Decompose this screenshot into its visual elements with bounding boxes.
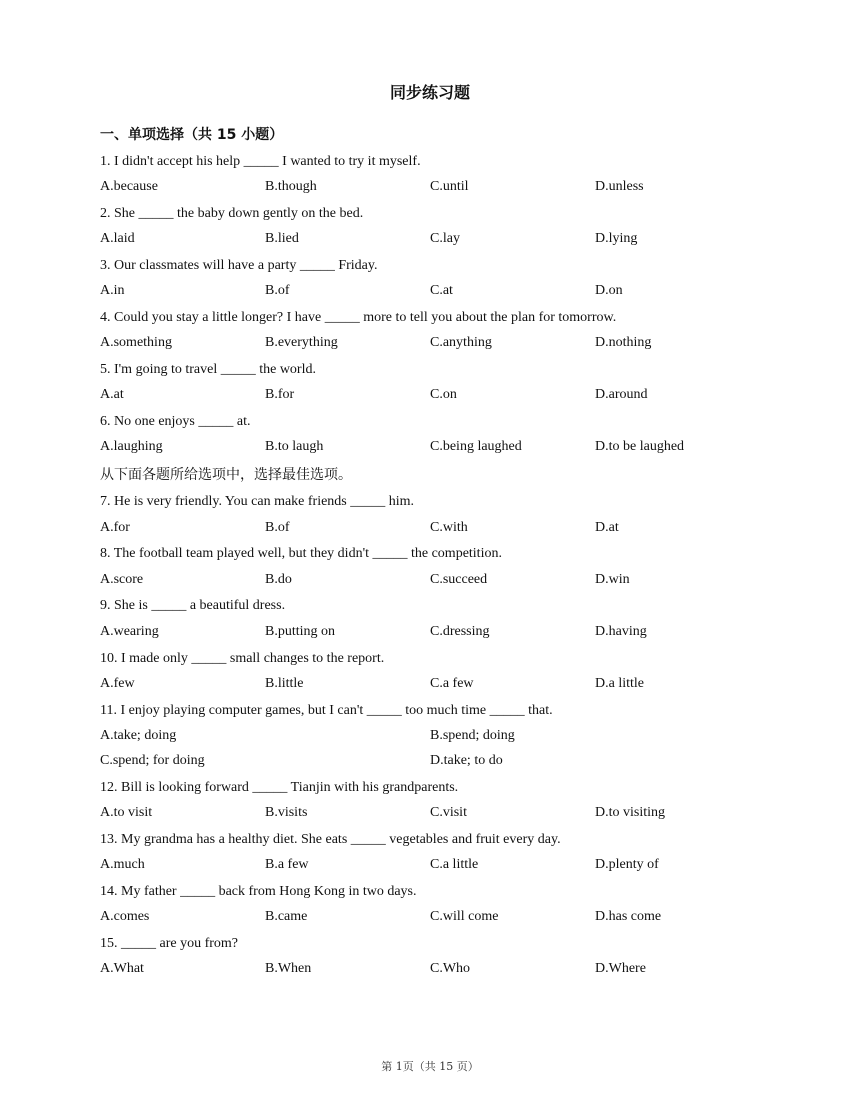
page-title: 同步练习题	[389, 83, 470, 102]
option-a[interactable]: A.take; doing	[100, 728, 177, 743]
question-stem: 10. I made only _____ small changes to the report.	[100, 651, 385, 666]
option-d[interactable]: D.to visiting	[595, 805, 666, 820]
option-a[interactable]: A.at	[100, 387, 124, 402]
option-b[interactable]: B.of	[265, 520, 290, 535]
option-c[interactable]: C.a little	[430, 857, 479, 872]
option-d[interactable]: D.Where	[595, 961, 646, 976]
option-b[interactable]: B.of	[265, 283, 290, 298]
option-c[interactable]: C.lay	[430, 231, 460, 246]
page-footer: 第 1页（共 15 页）	[381, 1060, 479, 1073]
option-b[interactable]: B.visits	[265, 805, 308, 820]
question-stem: 3. Our classmates will have a party _____ Friday.	[100, 258, 378, 273]
option-b[interactable]: B.a few	[265, 857, 309, 872]
option-b[interactable]: B.little	[265, 676, 304, 691]
option-a[interactable]: A.to visit	[100, 805, 153, 820]
option-c[interactable]: C.anything	[430, 335, 492, 350]
question-stem: 13. My grandma has a healthy diet. She eats _____ vegetables and fruit every day.	[100, 832, 561, 847]
option-d[interactable]: D.take; to do	[430, 753, 503, 768]
option-a[interactable]: A.because	[100, 179, 158, 194]
option-b[interactable]: B.putting on	[265, 624, 336, 639]
option-d[interactable]: D.win	[595, 572, 630, 587]
option-c[interactable]: C.a few	[430, 676, 474, 691]
question-stem: 9. She is _____ a beautiful dress.	[100, 598, 286, 613]
option-b[interactable]: B.When	[265, 961, 312, 976]
option-d[interactable]: D.unless	[595, 179, 644, 194]
question-stem: 1. I didn't accept his help _____ I wanted to try it myself.	[100, 154, 421, 169]
option-c[interactable]: C.Who	[430, 961, 471, 976]
question-stem: 11. I enjoy playing computer games, but I can't _____ too much time _____ that.	[100, 703, 553, 718]
option-a[interactable]: A.something	[100, 335, 172, 350]
option-c[interactable]: C.on	[430, 387, 457, 402]
option-a[interactable]: A.comes	[100, 909, 150, 924]
option-a[interactable]: A.few	[100, 676, 135, 691]
question-stem: 14. My father _____ back from Hong Kong in two days.	[100, 884, 417, 899]
option-d[interactable]: D.at	[595, 520, 619, 535]
option-b[interactable]: B.though	[265, 179, 317, 194]
option-d[interactable]: D.lying	[595, 231, 638, 246]
option-a[interactable]: A.for	[100, 520, 130, 535]
option-b[interactable]: B.came	[265, 909, 308, 924]
question-stem: 8. The football team played well, but they didn't _____ the competition.	[100, 546, 502, 561]
option-a[interactable]: A.wearing	[100, 624, 159, 639]
option-d[interactable]: D.around	[595, 387, 648, 402]
option-c[interactable]: C.succeed	[430, 572, 488, 587]
option-c[interactable]: C.visit	[430, 805, 467, 820]
option-c[interactable]: C.until	[430, 179, 469, 194]
question-stem: 15. _____ are you from?	[100, 936, 239, 951]
option-d[interactable]: D.to be laughed	[595, 439, 685, 454]
question-stem: 6. No one enjoys _____ at.	[100, 414, 251, 429]
option-d[interactable]: D.on	[595, 283, 623, 298]
question-stem: 5. I'm going to travel _____ the world.	[100, 362, 316, 377]
option-d[interactable]: D.plenty of	[595, 857, 659, 872]
option-a[interactable]: A.laid	[100, 231, 135, 246]
option-c[interactable]: C.with	[430, 520, 468, 535]
option-a[interactable]: A.What	[100, 961, 144, 976]
question-stem: 12. Bill is looking forward _____ Tianjin with his grandparents.	[100, 780, 459, 795]
option-b[interactable]: B.everything	[265, 335, 338, 350]
option-a[interactable]: A.much	[100, 857, 145, 872]
option-c[interactable]: C.dressing	[430, 624, 490, 639]
option-c[interactable]: C.spend; for doing	[100, 753, 205, 768]
option-a[interactable]: A.in	[100, 283, 125, 298]
option-d[interactable]: D.having	[595, 624, 647, 639]
option-d[interactable]: D.nothing	[595, 335, 652, 350]
option-d[interactable]: D.a little	[595, 676, 644, 691]
option-b[interactable]: B.lied	[265, 231, 299, 246]
option-c[interactable]: C.will come	[430, 909, 499, 924]
option-b[interactable]: B.to laugh	[265, 439, 324, 454]
option-a[interactable]: A.laughing	[100, 439, 163, 454]
section-heading: 一、单项选择（共 15 小题）	[100, 127, 284, 143]
question-stem: 7. He is very friendly. You can make friends _____ him.	[100, 494, 415, 509]
question-stem: 4. Could you stay a little longer? I have _____ more to tell you about the plan for tomorrow.	[100, 310, 617, 325]
option-d[interactable]: D.has come	[595, 909, 662, 924]
option-b[interactable]: B.for	[265, 387, 295, 402]
option-a[interactable]: A.score	[100, 572, 144, 587]
option-b[interactable]: B.spend; doing	[430, 728, 515, 743]
question-stem: 2. She _____ the baby down gently on the bed.	[100, 206, 364, 221]
instruction-text: 从下面各题所给选项中，选择最佳选项。	[100, 467, 352, 483]
option-c[interactable]: C.being laughed	[430, 439, 522, 454]
option-b[interactable]: B.do	[265, 572, 292, 587]
option-c[interactable]: C.at	[430, 283, 453, 298]
